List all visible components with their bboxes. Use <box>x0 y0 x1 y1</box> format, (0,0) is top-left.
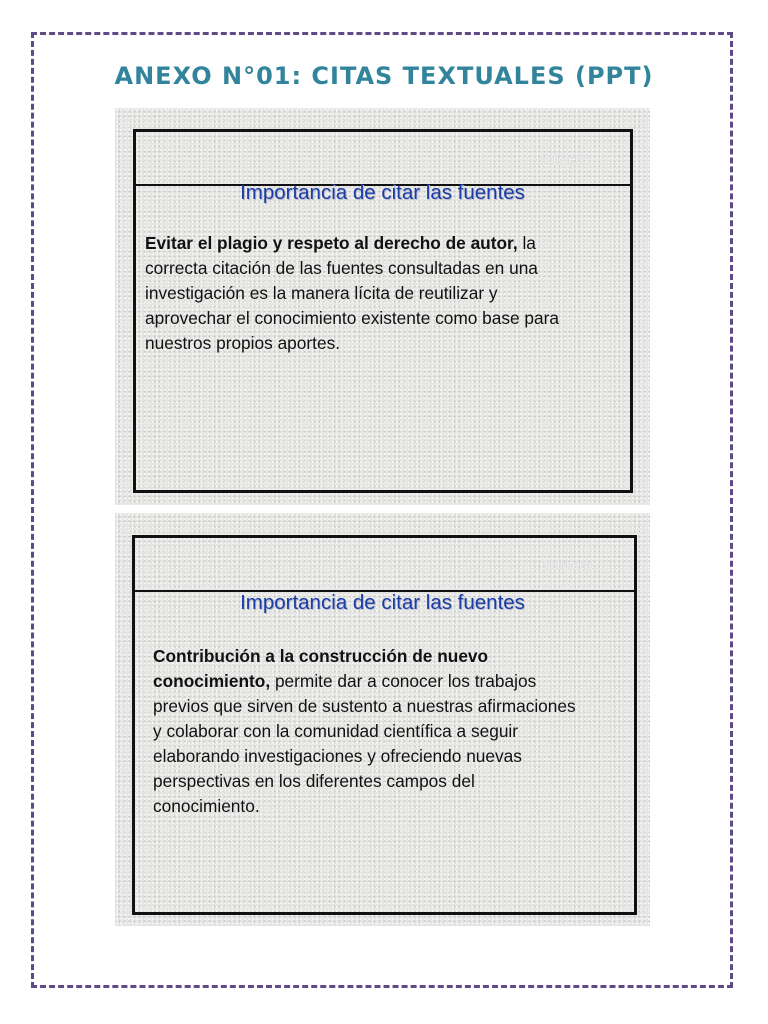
slide-header <box>135 538 634 592</box>
slide-body <box>153 644 578 819</box>
slide-body-text: permite dar a conocer los trabajos previos que sirven de sustento a nuestras afirmaciones y colaborar con la comunidad científica a seguir elaborando investigaciones y ofreciendo nuevas perspectivas en los diferentes campos del conocimiento. <box>153 671 576 816</box>
slide-2 <box>115 513 650 926</box>
slide-header <box>136 132 630 186</box>
slide-title: Importancia de citar las fuentes <box>240 181 525 204</box>
slide-body <box>145 231 580 356</box>
slide-body-text: la correcta citación de las fuentes consultadas en una investigación es la manera lícita de reutilizar y aprovechar el conocimiento existente como base para nuestros propios aportes. <box>145 233 560 353</box>
slide-1 <box>115 108 650 505</box>
slide-title: Importancia de citar las fuentes <box>240 591 525 614</box>
page-title: ANEXO N°01: CITAS TEXTUALES (PPT) <box>114 62 654 90</box>
slide-body-lead: Contribución a la construcción de nuevo conocimiento, <box>153 646 489 691</box>
slide-body-lead: Evitar el plagio y respeto al derecho de autor, <box>145 233 518 253</box>
slide-header-tag: Biblioteca <box>535 152 588 166</box>
slide-header-tag: Biblioteca <box>539 558 592 572</box>
